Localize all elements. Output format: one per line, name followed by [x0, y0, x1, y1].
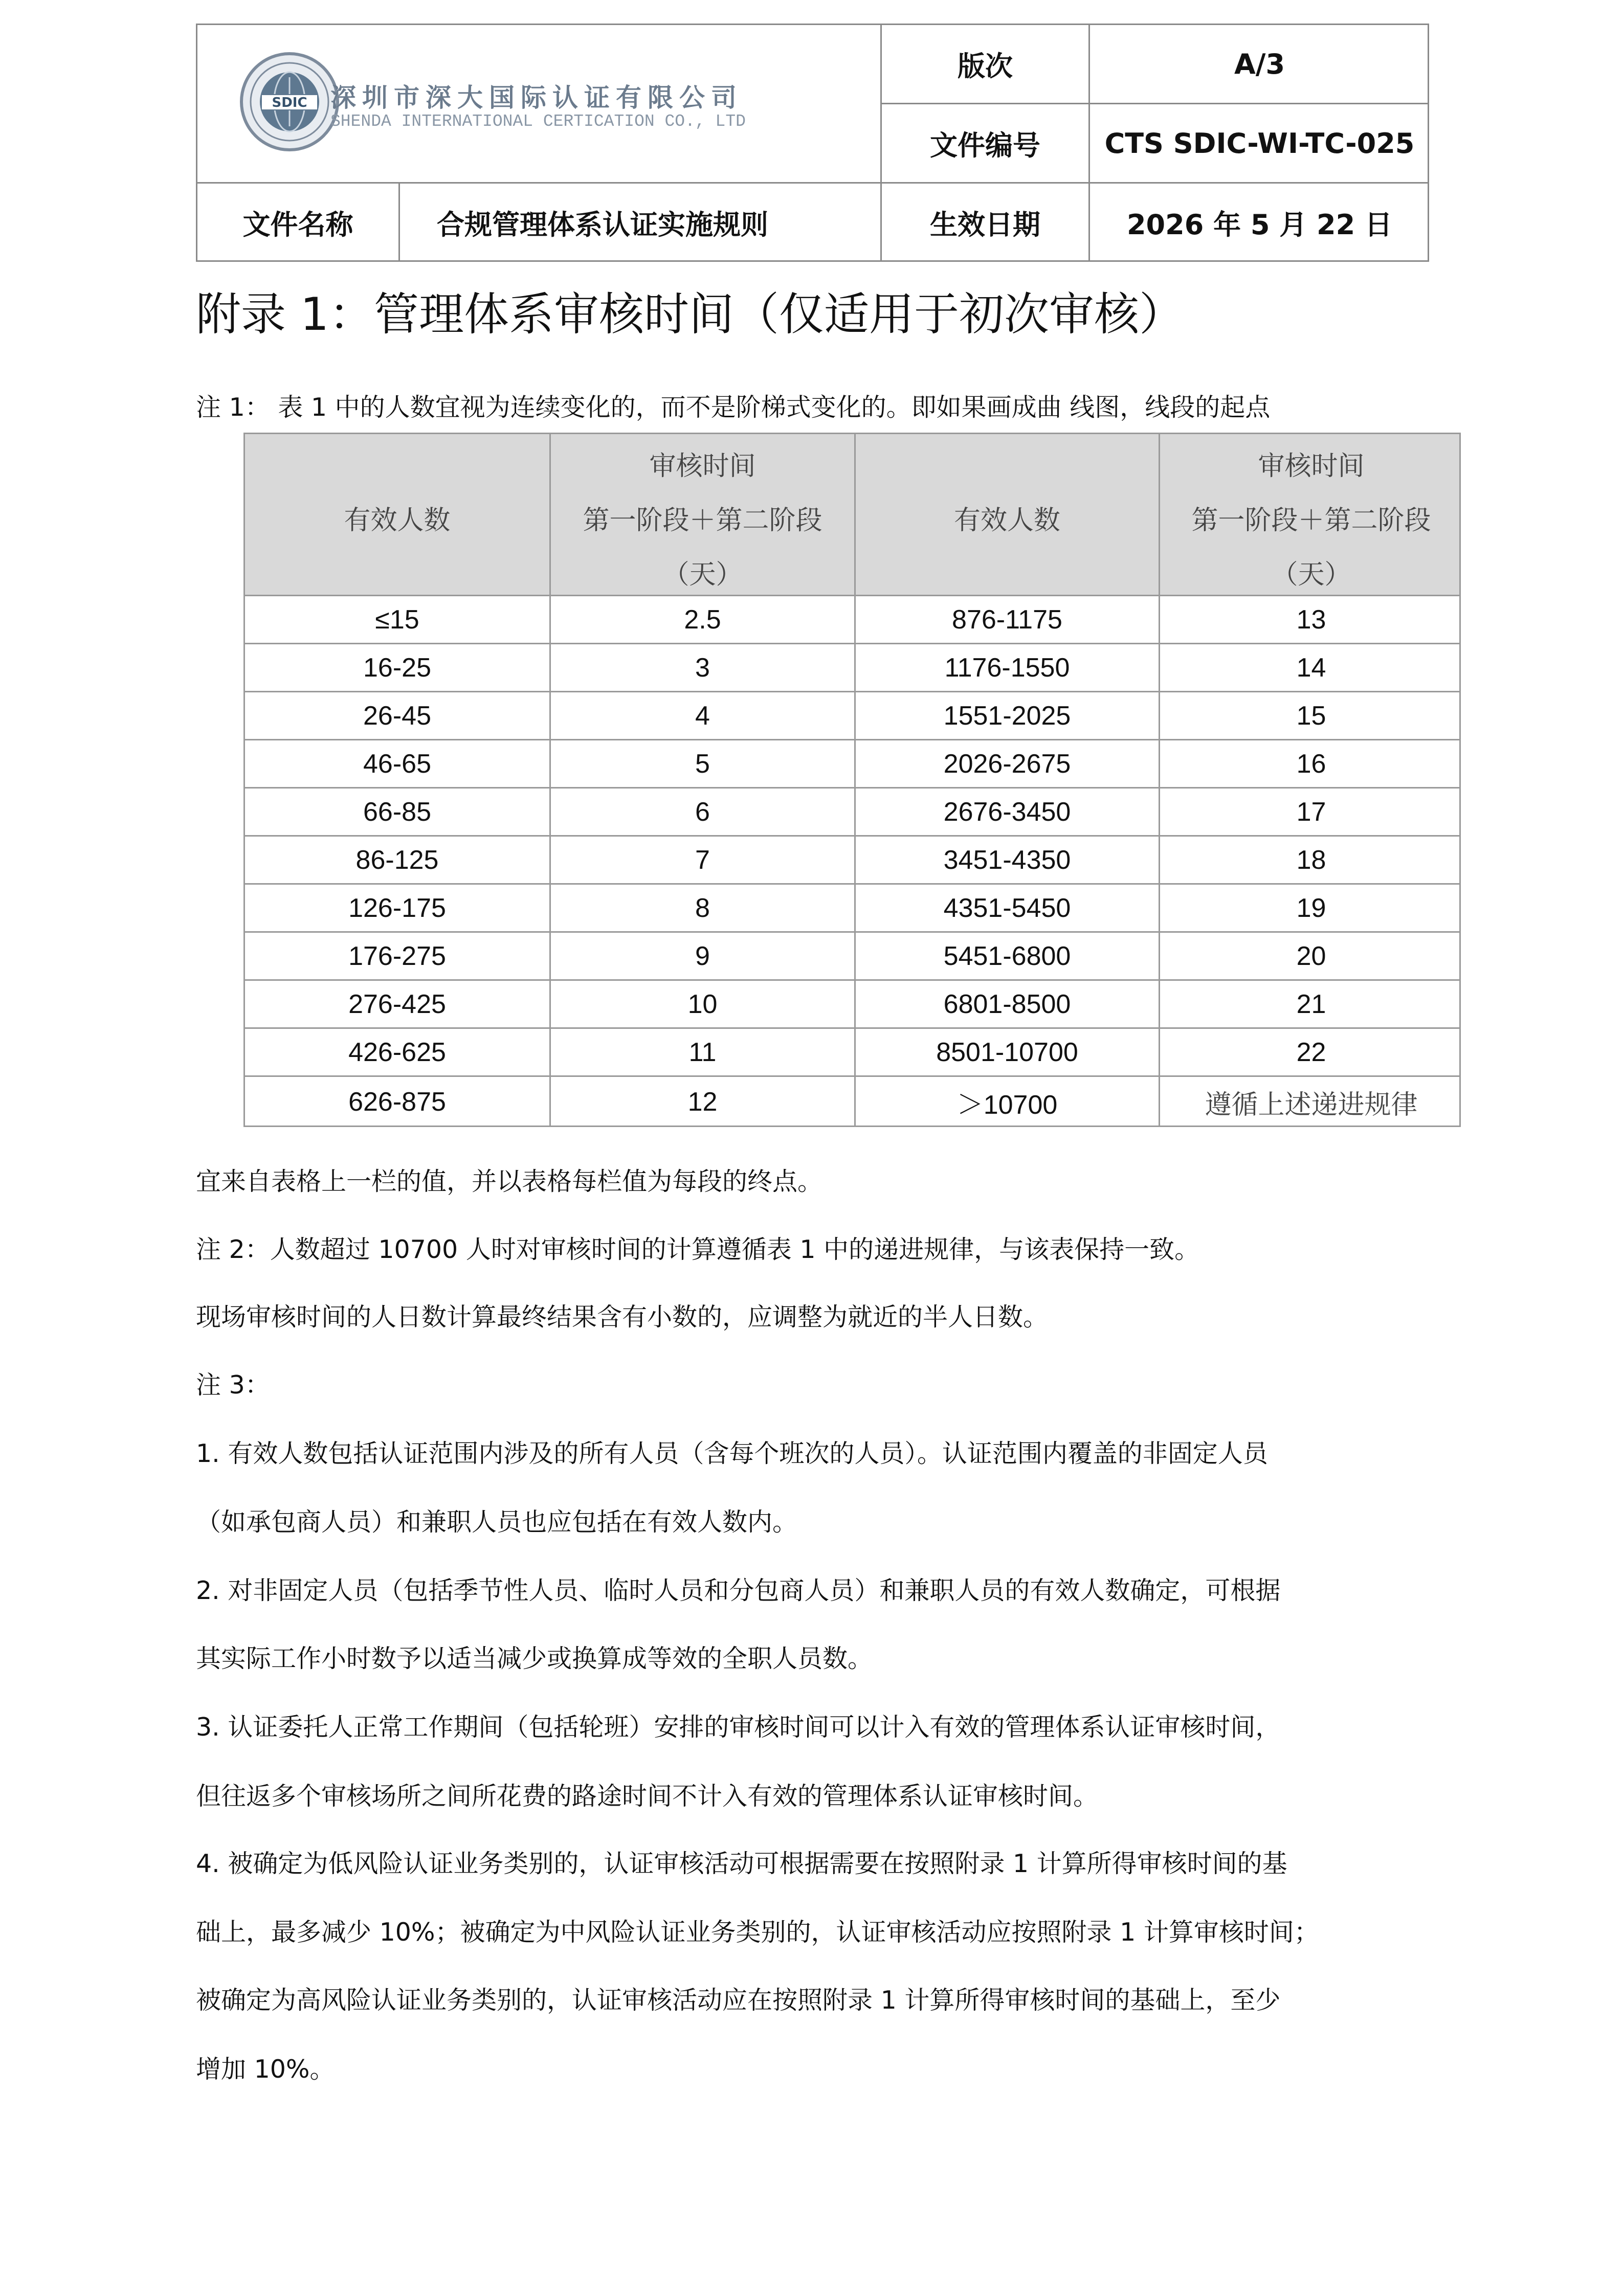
table-cell: 126-175	[348, 893, 446, 923]
table-cell: 426-625	[348, 1037, 446, 1067]
table-cell: 66-85	[363, 797, 431, 827]
header-people-1: 有效人数	[344, 505, 451, 536]
table-cell: 11	[688, 1037, 717, 1067]
table-cell: 2676-3450	[943, 797, 1071, 827]
table-cell: ≤15	[375, 604, 419, 635]
table-cell: 4	[695, 701, 710, 731]
audit-time-table	[243, 433, 1461, 1127]
table-cell: 8	[695, 893, 710, 923]
date-label: 生效日期	[930, 209, 1040, 241]
table-cell: 17	[1296, 797, 1326, 827]
table-cell: 19	[1296, 893, 1326, 923]
table-cell: 26-45	[363, 701, 431, 731]
paragraph: 宜来自表格上一栏的值，并以表格每栏值为每段的终点。	[196, 1167, 823, 1196]
svg-text:SDIC: SDIC	[272, 95, 307, 110]
paragraph: 但往返多个审核场所之间所花费的路途时间不计入有效的管理体系认证审核时间。	[196, 1782, 1099, 1811]
version-label: 版次	[958, 50, 1013, 82]
table-cell: 5	[695, 749, 710, 779]
table-cell: ＞10700	[956, 1090, 1058, 1120]
table-cell: 86-125	[355, 845, 439, 875]
table-cell: 12	[687, 1087, 718, 1117]
company-name-en: SHENDA INTERNATIONAL CERTICATION CO., LTD	[330, 112, 746, 131]
table-cell: 15	[1296, 701, 1326, 731]
paragraph: 现场审核时间的人日数计算最终结果含有小数的，应调整为就近的半人日数。	[196, 1302, 1049, 1332]
table-cell: 3451-4350	[943, 845, 1071, 875]
version-value: A/3	[1234, 48, 1285, 80]
header-time-1-line2: 第一阶段＋第二阶段	[583, 505, 822, 536]
header-time-2-line3: （天）	[1271, 559, 1351, 590]
table-cell: 9	[695, 941, 710, 971]
table-cell: 16	[1296, 749, 1326, 779]
header-people-2: 有效人数	[953, 505, 1060, 536]
page-title: 附录 1：管理体系审核时间（仅适用于初次审核）	[196, 288, 1184, 341]
note-2: 注 2：人数超过 10700 人时对审核时间的计算遵循表 1 中的递进规律，与该表保持一致。	[196, 1235, 1200, 1264]
docno-label: 文件编号	[930, 129, 1040, 162]
paragraph: 4. 被确定为低风险认证业务类别的，认证审核活动可根据需要在按照附录 1 计算所得审核时间的基	[196, 1849, 1287, 1878]
paragraph: 被确定为高风险认证业务类别的，认证审核活动应在按照附录 1 计算所得审核时间的基础上，至少	[196, 1986, 1281, 2015]
table-cell: 626-875	[348, 1087, 446, 1117]
table-cell: 22	[1296, 1037, 1326, 1067]
paragraph: 3. 认证委托人正常工作期间（包括轮班）安排的审核时间可以计入有效的管理体系认证审核时间，	[196, 1713, 1281, 1742]
table-cell: 13	[1296, 604, 1326, 635]
table-cell: 遵循上述递进规律	[1205, 1089, 1418, 1120]
paragraph: 1. 有效人数包括认证范围内涉及的所有人员（含每个班次的人员）。认证范围内覆盖的非固定人员	[196, 1439, 1268, 1468]
date-value: 2026 年 5 月 22 日	[1126, 209, 1392, 241]
table-cell: 21	[1296, 989, 1326, 1019]
header-time-1-line3: （天）	[662, 559, 743, 590]
header-time-2-line2: 第一阶段＋第二阶段	[1191, 505, 1431, 536]
table-cell: 16-25	[363, 652, 431, 683]
table-cell: 8501-10700	[936, 1037, 1078, 1067]
table-cell: 1551-2025	[943, 701, 1071, 731]
table-cell: 10	[687, 989, 718, 1019]
paragraph: （如承包商人员）和兼职人员也应包括在有效人数内。	[196, 1507, 798, 1537]
document-header	[196, 24, 1429, 262]
company-logo	[238, 51, 750, 168]
table-cell: 3	[695, 652, 710, 683]
table-cell: 14	[1296, 652, 1326, 683]
company-name-cn: 深圳市深大国际认证有限公司	[330, 82, 743, 112]
company-seal-icon	[238, 51, 341, 153]
docname-label: 文件名称	[242, 209, 353, 241]
table-cell: 2026-2675	[943, 749, 1071, 779]
docno-value: CTS SDIC-WI-TC-025	[1104, 127, 1415, 160]
table-cell: 6	[695, 797, 710, 827]
table-cell: 2.5	[684, 604, 721, 635]
paragraph: 增加 10%。	[196, 2055, 335, 2084]
header-time-2-line1: 审核时间	[1258, 451, 1365, 482]
table-cell: 7	[695, 845, 710, 875]
note-3: 注 3：	[196, 1370, 270, 1400]
paragraph: 其实际工作小时数予以适当减少或换算成等效的全职人员数。	[196, 1644, 873, 1673]
table-cell: 4351-5450	[943, 893, 1071, 923]
table-cell: 876-1175	[952, 604, 1062, 635]
table-cell: 5451-6800	[943, 941, 1071, 971]
table-cell: 46-65	[363, 749, 431, 779]
paragraph: 2. 对非固定人员（包括季节性人员、临时人员和分包商人员）和兼职人员的有效人数确定，可根据	[196, 1576, 1281, 1605]
docname-value: 合规管理体系认证实施规则	[437, 209, 768, 241]
table-cell: 1176-1550	[944, 652, 1070, 683]
table-cell: 20	[1296, 941, 1326, 971]
header-time-1-line1: 审核时间	[649, 451, 756, 482]
table-cell: 176-275	[348, 941, 446, 971]
paragraph: 础上，最多减少 10%；被确定为中风险认证业务类别的，认证审核活动应按照附录 1 计算审核时间；	[196, 1918, 1319, 1947]
table-cell: 18	[1296, 845, 1326, 875]
table-cell: 6801-8500	[943, 989, 1071, 1019]
table-cell: 276-425	[348, 989, 446, 1019]
note-1: 注 1： 表 1 中的人数宜视为连续变化的，而不是阶梯式变化的。即如果画成曲 线图，线段的起点	[196, 393, 1271, 422]
